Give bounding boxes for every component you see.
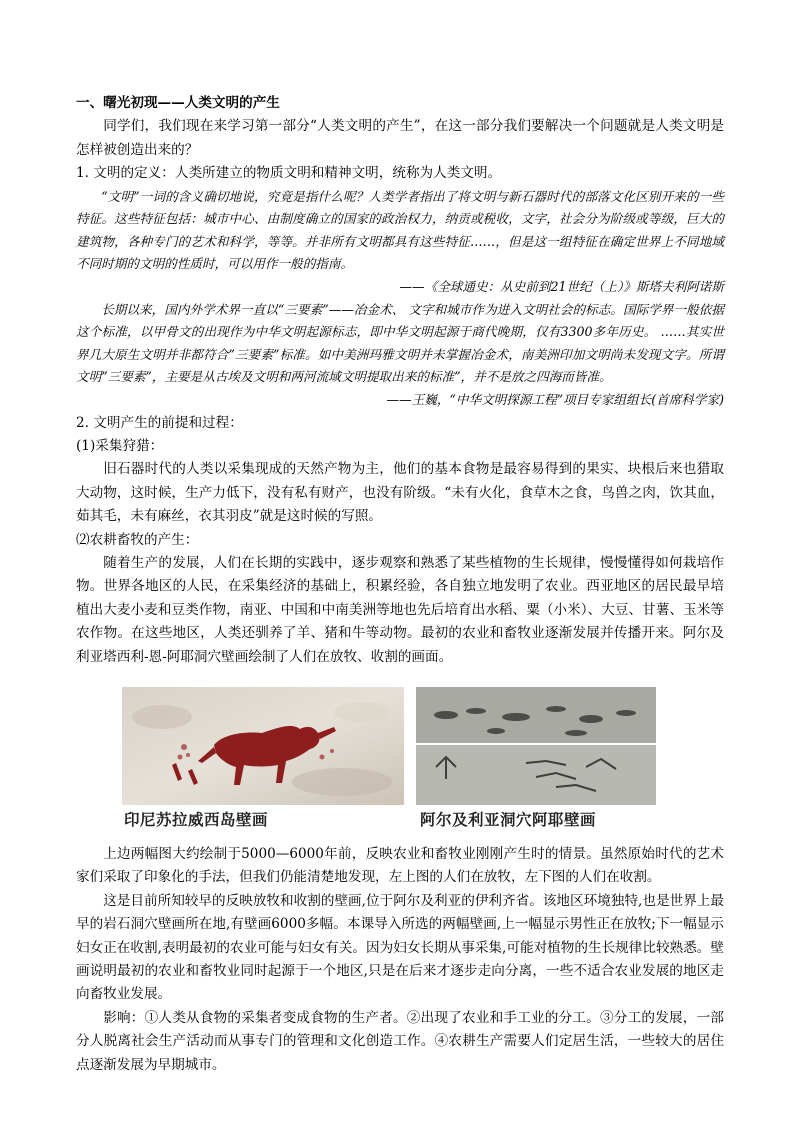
impact-paragraph: 影响：①人类从食物的采集者变成食物的生产者。②出现了农业和手工业的分工。③分工的发展，一部分人脱离社会生产活动而从事专门的管理和文化创造工作。④农耕生产需要人们定居生活，一些较大的居住点逐渐发展为早期城市。 (76, 1009, 724, 1073)
premise-process-title: 2. 文明产生的前提和过程： (76, 414, 243, 431)
figure-left-caption: 印尼苏拉威西岛壁画 (124, 811, 269, 830)
gathering-hunting-text: 旧石器时代的人类以采集现成的天然产物为主，他们的基本食物是最容易得到的果实、块根后来也猎取大动物，这时候，生产力低下，没有私有财产，也没有阶级。“未有火化，食草木之食，鸟兽之肉，饮其血，茹其毛，未有麻丝，衣其羽皮”就是这时候的写照。 (76, 461, 724, 525)
figure-sulawesi (122, 687, 404, 837)
definition-title: 1. 文明的定义：人类所建立的物质文明和精神文明，统称为人类文明。 (76, 165, 502, 182)
mural-explanation: 这是目前所知较早的反映放牧和收割的壁画,位于阿尔及利亚的伊利齐省。该地区环境独特,也是世界上最早的岩石洞穴壁画所在地,有壁画6000多幅。本课导入所选的两幅壁画,上一幅显示男性正在放牧;下一幅显示妇女正在收割,表明最初的农业可能与妇女有关。因为妇女长期从事采集,可能对植物的生长规律比较熟悉。壁画说明最初的农业和畜牧业同时起源于一个地区,只是在后来才逐步走向分离，一些不适合农业发展的地区走向畜牧业发展。 (76, 892, 724, 1003)
intro-paragraph: 同学们，我们现在来学习第一部分“人类文明的产生”，在这一部分我们要解决一个问题就是人类文明是怎样被创造出来的？ (76, 118, 724, 158)
algeria-mural-image (416, 687, 656, 805)
quote-three-elements: 长期以来，国内外学术界一直以“三要素”——冶金术、 文字和城市作为进入文明社会的标志。国际学界一般依据这个标准，以甲骨文的出现作为中华文明起源标志，即中华文明起源于商代晚期，仅有3300多年历史。 ……其实世界几大原生文明并非都符合”三要素”标准。如中美洲玛雅文明并未掌握冶金术，南美洲印加文明尚未发现文字。所谓文明”三要素”，主要是从古埃及文明和两河流域文明提取出来的标准”，并不是放之四海而皆准。 (76, 301, 724, 385)
figures-explanation: 上边两幅图大约绘制于5000—6000年前，反映农业和畜牧业刚刚产生时的情景。虽然原始时代的艺术家们采取了印象化的手法，但我们仍能清楚地发现，左上图的人们在放牧，左下图的人们在收割。 (76, 846, 724, 886)
gathering-hunting-title: (1)采集狩猎： (76, 437, 164, 454)
agriculture-text: 随着生产的发展，人们在长期的实践中，逐步观察和熟悉了某些植物的生长规律，慢慢懂得如何栽培作物。世界各地区的人民，在采集经济的基础上，积累经验，各自独立地发明了农业。西亚地区的居民最早培植出大麦小麦和豆类作物，南亚、中国和中南美洲等地也先后培育出水稻、粟（小米）、大豆、甘薯、玉米等农作物。在这些地区，人类还驯养了羊、猪和牛等动物。最初的农业和畜牧业逐渐发展并传播开来。阿尔及利亚塔西利-恩-阿耶洞穴壁画绘制了人们在放牧、收割的画面。 (76, 555, 724, 665)
sulawesi-mural-image (122, 687, 404, 805)
quote-global-history-source: ——《全球通史：从史前到21世纪（上）》斯塔夫利阿诺斯 (399, 279, 724, 294)
agriculture-title: ⑵农耕畜牧的产生： (76, 531, 199, 548)
section-heading: 一、曙光初现——人类文明的产生 (76, 95, 280, 111)
figure-algeria (416, 687, 674, 837)
quote-global-history: “文明”一词的含义确切地说，究竟是指什么呢？人类学者指出了将文明与新石器时代的部落文化区别开来的一些特征。这些特征包括：城市中心、由制度确立的国家的政治权力，纳贡或税收，文字，社会分为阶级或等级，巨大的建筑物，各种专门的艺术和科学，等等。并非所有文明都具有这些特征……，但是这一组特征在确定世界上不同地域不同时期的文明的性质时，可以用作一般的指南。 (76, 188, 724, 272)
figure-right-caption: 阿尔及利亚洞穴阿耶壁画 (420, 811, 597, 830)
document-page (76, 92, 724, 1077)
mural-figures (76, 687, 724, 837)
quote-three-elements-source: ——王巍，“中华文明探源工程”项目专家组组长(首席科学家) (386, 391, 724, 407)
